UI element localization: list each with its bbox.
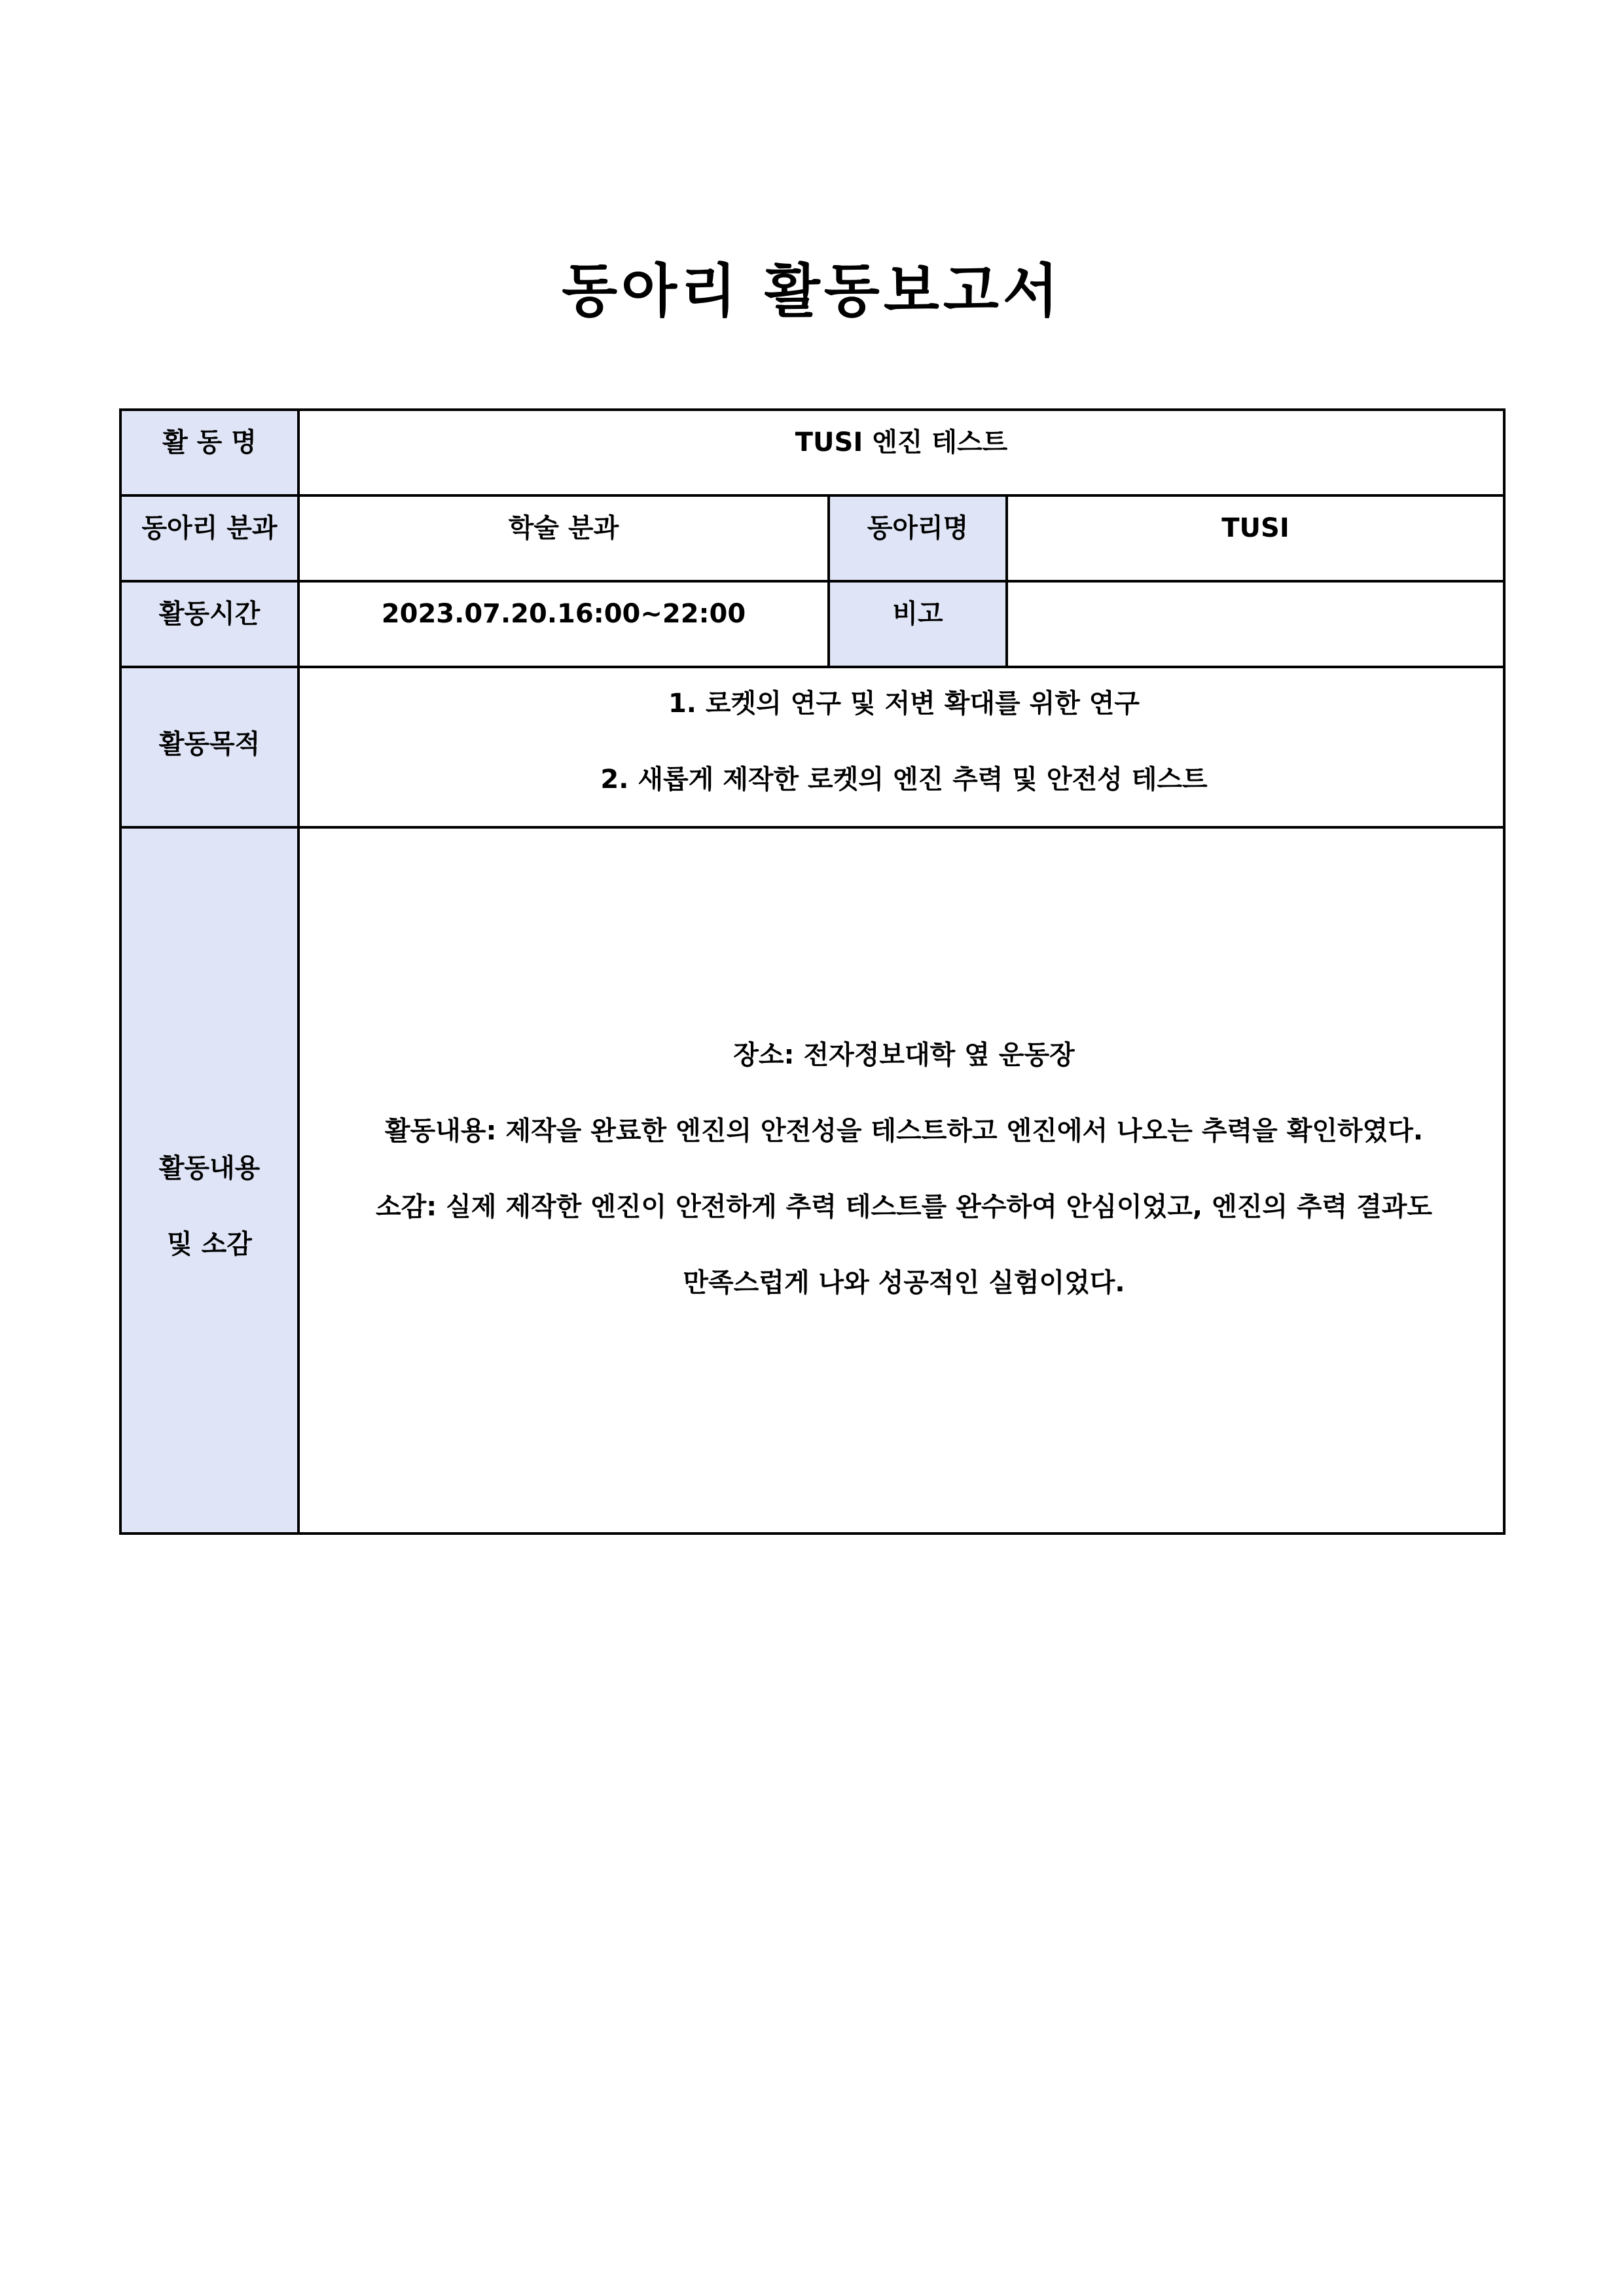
activity-time-label-text: 활동시간 <box>158 599 261 629</box>
club-name-label <box>829 495 1007 581</box>
purpose-label-text: 활동목적 <box>158 728 261 759</box>
content-label-line2: 및 소감 <box>167 1229 252 1259</box>
activity-time-row <box>120 581 1504 667</box>
content-label <box>120 827 298 1534</box>
purpose-line: 2. 새롭게 제작한 로켓의 엔진 추력 및 안전성 테스트 <box>600 764 1208 795</box>
club-division-label <box>120 495 298 581</box>
content-row <box>120 827 1504 1534</box>
club-name-label-text: 동아리명 <box>867 513 969 543</box>
activity-time-value <box>298 581 829 667</box>
purpose-row <box>120 667 1504 827</box>
purpose-value <box>298 667 1504 827</box>
page-title: 동아리 활동보고서 <box>562 257 1062 325</box>
content-value <box>298 827 1504 1534</box>
activity-report-table <box>119 408 1506 1535</box>
content-line: 소감: 실제 제작한 엔진이 안전하게 추력 테스트를 완수하여 안심이었고, 엔진의 추력 결과도 <box>375 1192 1433 1222</box>
club-division-label-text: 동아리 분과 <box>141 513 278 543</box>
club-name-value <box>1007 495 1504 581</box>
club-info-row <box>120 495 1504 581</box>
activity-name-label-text: 활 동 명 <box>162 427 257 457</box>
purpose-label <box>120 667 298 827</box>
content-line: 장소: 전자정보대학 옆 운동장 <box>733 1040 1075 1070</box>
activity-name-value <box>298 410 1504 495</box>
activity-name-label <box>120 410 298 495</box>
club-division-value-text: 학술 분과 <box>508 513 619 543</box>
content-line: 만족스럽게 나와 성공적인 실험이었다. <box>683 1268 1125 1298</box>
activity-time-label <box>120 581 298 667</box>
club-name-value-text: TUSI <box>1221 513 1290 543</box>
activity-name-row <box>120 410 1504 495</box>
activity-time-value-text: 2023.07.20.16:00~22:00 <box>381 599 746 629</box>
remarks-value <box>1007 581 1504 667</box>
activity-name-value-text: TUSI 엔진 테스트 <box>795 427 1008 457</box>
purpose-line: 1. 로켓의 연구 및 저변 확대를 위한 연구 <box>668 689 1140 719</box>
content-label-line1: 활동내용 <box>158 1153 261 1183</box>
club-division-value <box>298 495 829 581</box>
content-line: 활동내용: 제작을 완료한 엔진의 안전성을 테스트하고 엔진에서 나오는 추력을 확인하였다. <box>384 1116 1424 1146</box>
remarks-label <box>829 581 1007 667</box>
remarks-label-text: 비고 <box>892 599 943 629</box>
